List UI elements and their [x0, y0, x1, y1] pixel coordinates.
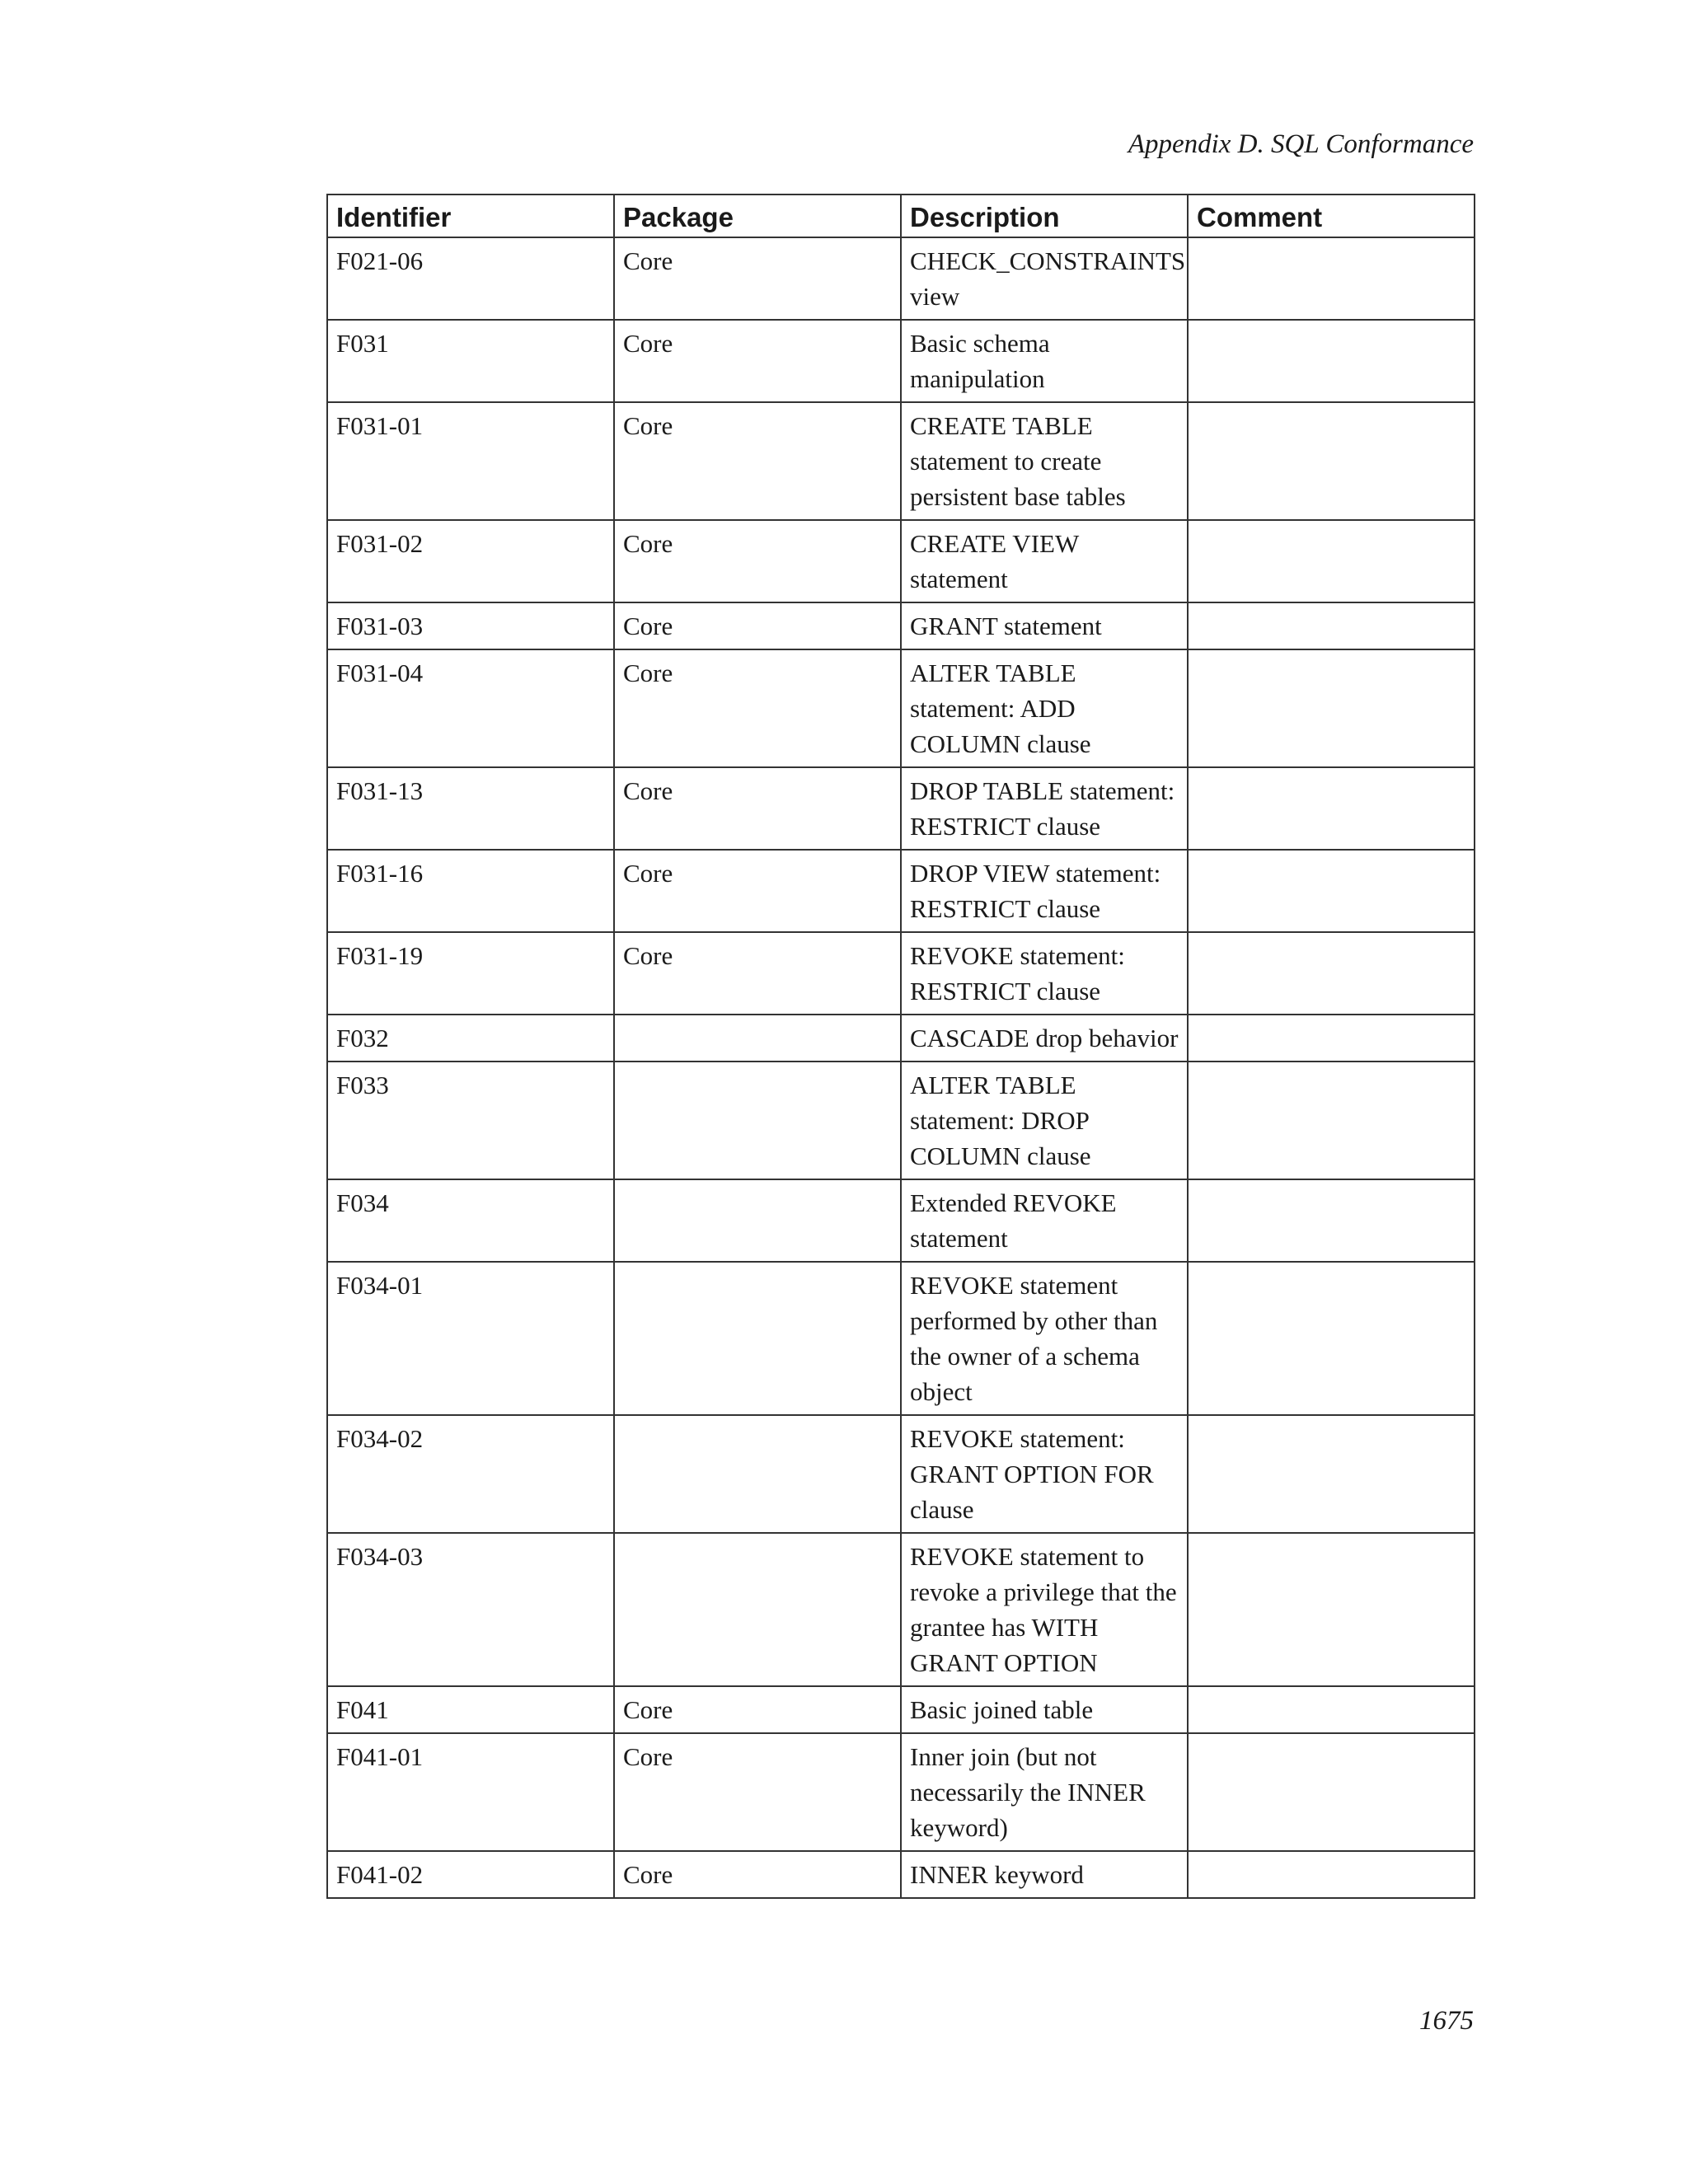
cell-package: Core	[614, 320, 901, 402]
table-row	[327, 1686, 1475, 1733]
cell-description: DROP TABLE statement: RESTRICT clause	[901, 767, 1188, 850]
cell-comment	[1188, 1851, 1475, 1898]
cell-comment	[1188, 1686, 1475, 1733]
cell-description: Extended REVOKE statement	[901, 1179, 1188, 1262]
cell-comment	[1188, 932, 1475, 1015]
table-row	[327, 850, 1475, 932]
sql-conformance-table	[326, 194, 1475, 1899]
table-row	[327, 1062, 1475, 1179]
table-row	[327, 932, 1475, 1015]
page-number: 1675	[1419, 2006, 1474, 2036]
cell-comment	[1188, 1415, 1475, 1533]
cell-identifier: F031-03	[327, 602, 614, 649]
table-row	[327, 1179, 1475, 1262]
cell-identifier: F033	[327, 1062, 614, 1179]
cell-comment	[1188, 1015, 1475, 1062]
cell-description: DROP VIEW statement: RESTRICT clause	[901, 850, 1188, 932]
cell-description: CHECK_CONSTRAINTS view	[901, 237, 1188, 320]
table-row	[327, 1262, 1475, 1415]
cell-description: Basic joined table	[901, 1686, 1188, 1733]
cell-comment	[1188, 1179, 1475, 1262]
cell-comment	[1188, 1062, 1475, 1179]
cell-package: Core	[614, 402, 901, 520]
cell-description: REVOKE statement: RESTRICT clause	[901, 932, 1188, 1015]
cell-comment	[1188, 1533, 1475, 1686]
cell-description: INNER keyword	[901, 1851, 1188, 1898]
cell-identifier: F031	[327, 320, 614, 402]
cell-identifier: F034-03	[327, 1533, 614, 1686]
cell-package	[614, 1015, 901, 1062]
table-row	[327, 1533, 1475, 1686]
cell-package	[614, 1062, 901, 1179]
cell-package: Core	[614, 850, 901, 932]
cell-package: Core	[614, 237, 901, 320]
cell-comment	[1188, 850, 1475, 932]
cell-comment	[1188, 1733, 1475, 1851]
header-package: Package	[614, 194, 901, 237]
cell-comment	[1188, 767, 1475, 850]
cell-description: REVOKE statement: GRANT OPTION FOR clause	[901, 1415, 1188, 1533]
cell-description: ALTER TABLE statement: ADD COLUMN clause	[901, 649, 1188, 767]
table-header-row	[327, 194, 1475, 237]
cell-package: Core	[614, 932, 901, 1015]
cell-package	[614, 1262, 901, 1415]
cell-identifier: F031-01	[327, 402, 614, 520]
table-row	[327, 237, 1475, 320]
cell-identifier: F021-06	[327, 237, 614, 320]
running-header: Appendix D. SQL Conformance	[1128, 129, 1474, 159]
cell-identifier: F041-01	[327, 1733, 614, 1851]
cell-package	[614, 1179, 901, 1262]
cell-description: CREATE VIEW statement	[901, 520, 1188, 602]
cell-package: Core	[614, 520, 901, 602]
cell-package	[614, 1533, 901, 1686]
cell-description: CASCADE drop behavior	[901, 1015, 1188, 1062]
table-row	[327, 1015, 1475, 1062]
cell-comment	[1188, 602, 1475, 649]
cell-package: Core	[614, 1851, 901, 1898]
cell-identifier: F031-04	[327, 649, 614, 767]
cell-description: Inner join (but not necessarily the INNER keyword)	[901, 1733, 1188, 1851]
cell-identifier: F032	[327, 1015, 614, 1062]
cell-identifier: F034	[327, 1179, 614, 1262]
cell-comment	[1188, 520, 1475, 602]
cell-package: Core	[614, 767, 901, 850]
cell-identifier: F031-02	[327, 520, 614, 602]
table-row	[327, 602, 1475, 649]
cell-description: ALTER TABLE statement: DROP COLUMN clause	[901, 1062, 1188, 1179]
table-row	[327, 520, 1475, 602]
header-identifier: Identifier	[327, 194, 614, 237]
table-row	[327, 402, 1475, 520]
cell-comment	[1188, 402, 1475, 520]
cell-comment	[1188, 237, 1475, 320]
table-row	[327, 1733, 1475, 1851]
cell-package: Core	[614, 602, 901, 649]
cell-comment	[1188, 320, 1475, 402]
cell-identifier: F031-16	[327, 850, 614, 932]
table-body	[327, 237, 1475, 1898]
cell-identifier: F041	[327, 1686, 614, 1733]
table-row	[327, 767, 1475, 850]
cell-description: REVOKE statement to revoke a privilege that the grantee has WITH GRANT OPTION	[901, 1533, 1188, 1686]
table-row	[327, 649, 1475, 767]
cell-identifier: F031-19	[327, 932, 614, 1015]
cell-package: Core	[614, 1686, 901, 1733]
cell-identifier: F041-02	[327, 1851, 614, 1898]
cell-comment	[1188, 1262, 1475, 1415]
table-row	[327, 1851, 1475, 1898]
cell-description: GRANT statement	[901, 602, 1188, 649]
cell-description: CREATE TABLE statement to create persistent base tables	[901, 402, 1188, 520]
cell-identifier: F034-01	[327, 1262, 614, 1415]
cell-description: REVOKE statement performed by other than the owner of a schema object	[901, 1262, 1188, 1415]
header-comment: Comment	[1188, 194, 1475, 237]
cell-package	[614, 1415, 901, 1533]
cell-identifier: F031-13	[327, 767, 614, 850]
cell-comment	[1188, 649, 1475, 767]
cell-identifier: F034-02	[327, 1415, 614, 1533]
cell-package: Core	[614, 1733, 901, 1851]
table-row	[327, 320, 1475, 402]
cell-package: Core	[614, 649, 901, 767]
cell-description: Basic schema manipulation	[901, 320, 1188, 402]
table-row	[327, 1415, 1475, 1533]
header-description: Description	[901, 194, 1188, 237]
